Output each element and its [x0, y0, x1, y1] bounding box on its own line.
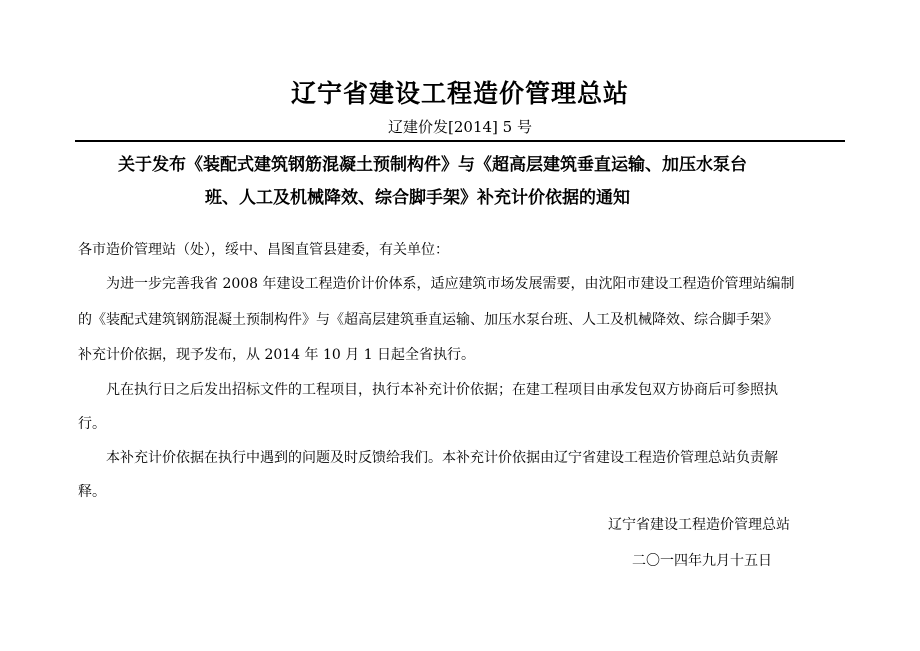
- paragraph-2-line-2: 行。: [78, 416, 106, 432]
- paragraph-3-line-1: 本补充计价依据在执行中遇到的问题及时反馈给我们。本补充计价依据由辽宁省建设工程造价管理总站负责解: [106, 450, 778, 466]
- header-divider: [75, 140, 845, 142]
- paragraph-2-line-1: 凡在执行日之后发出招标文件的工程项目，执行本补充计价依据；在建工程项目由承发包双方协商后可参照执: [106, 382, 778, 398]
- paragraph-3-line-2: 释。: [78, 484, 106, 500]
- org-title: 辽宁省建设工程造价管理总站: [290, 79, 629, 108]
- paragraph-1-line-2: 的《装配式建筑钢筋混凝土预制构件》与《超高层建筑垂直运输、加压水泵台班、人工及机械降效、综合脚手架》: [78, 312, 778, 328]
- signature-org: 辽宁省建设工程造价管理总站: [608, 517, 790, 533]
- paragraph-1-line-3: 补充计价依据，现予发布，从 2014 年 10 月 1 日起全省执行。: [78, 347, 476, 363]
- document-number: 辽建价发[2014] 5 号: [388, 118, 532, 136]
- signature-date: 二〇一四年九月十五日: [632, 553, 772, 569]
- notice-subject-line-1: 关于发布《装配式建筑钢筋混凝土预制构件》与《超高层建筑垂直运输、加压水泵台: [118, 155, 747, 175]
- salutation: 各市造价管理站（处），绥中、昌图直管县建委，有关单位：: [78, 242, 449, 258]
- notice-subject-line-2: 班、人工及机械降效、综合脚手架》补充计价依据的通知: [205, 188, 630, 208]
- paragraph-1-line-1: 为进一步完善我省 2008 年建设工程造价计价体系，适应建筑市场发展需要，由沈阳市建设工程造价管理站编制: [106, 276, 795, 292]
